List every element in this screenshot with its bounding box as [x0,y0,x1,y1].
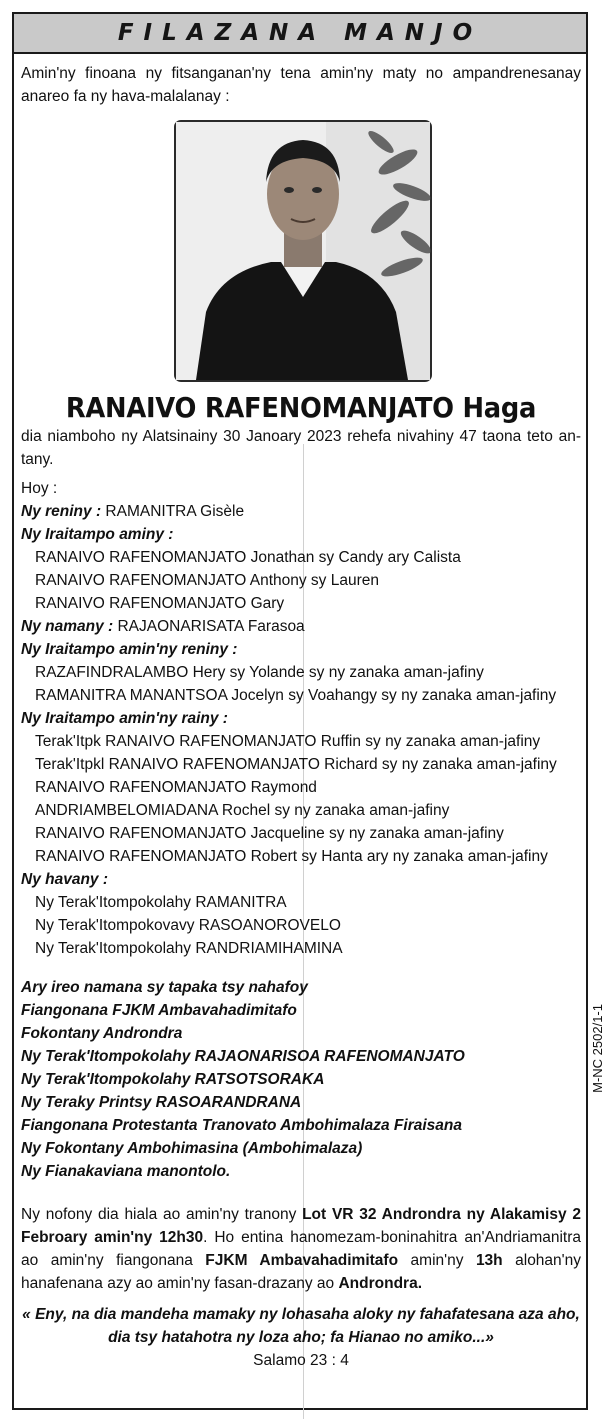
sibling-item: RANAIVO RAFENOMANJATO Anthony sy Lauren [35,572,379,589]
family-list [21,477,581,960]
father-sibling-item: Terak'Itpk RANAIVO RAFENOMANJATO Ruffin sy ny zanaka aman-jafiny [35,733,541,750]
spouse-name: RAJAONARISATA Farasoa [113,618,305,635]
mother-row [21,500,581,523]
portrait-photo [174,120,432,382]
mother-sibling-item: RAZAFINDRALAMBO Hery sy Yolande sy ny zanaka aman-jafiny [35,664,484,681]
father-siblings-label: Ny Iraitampo amin'ny rainy : [21,710,228,727]
relatives-label: Ny havany : [21,871,109,888]
father-sibling-item: RANAIVO RAFENOMANJATO Raymond [35,779,317,796]
thanks-item: Ary ireo namana sy tapaka tsy nahafoy [21,979,308,996]
funeral-church: FJKM Ambavahadimitafo [205,1252,399,1269]
notice-banner [14,14,586,54]
notice-frame [12,12,605,1410]
relative-item: Ny Terak'Itompokolahy RANDRIAMIHAMINA [35,940,343,957]
mother-sibling-item: RAMANITRA MANANTSOA Jocelyn sy Voahangy sy ny zanaka aman-jafiny [35,687,557,704]
thanks-item: Fiangonana Protestanta Tranovato Ambohimalaza Firaisana [21,1117,462,1134]
side-code: M-NC 2502/1-1 [590,1004,605,1093]
hoy-label: Hoy : [21,480,58,497]
funeral-text: amin'ny [398,1252,476,1269]
thanks-item: Ny Fokontany Ambohimasina (Ambohimalaza) [21,1140,363,1157]
thanks-item: Fokontany Androndra [21,1025,183,1042]
portrait-image [176,122,430,380]
mother-name: RAMANITRA Gisèle [101,503,245,520]
funeral-time: 13h [475,1252,503,1269]
banner-title: FILAZANA MANJO [117,20,483,46]
father-sibling-item: RANAIVO RAFENOMANJATO Robert sy Hanta ary ny zanaka aman-jafiny [35,848,548,865]
funeral-details [21,1203,581,1295]
siblings-label: Ny Iraitampo aminy : [21,526,174,543]
burial-place: Androndra. [338,1275,423,1292]
funeral-address: Lot VR 32 Androndra ny Alakamisy 2 Febroary amin'ny 12h30 [21,1206,581,1246]
mother-siblings-label: Ny Iraitampo amin'ny reniny : [21,641,238,658]
notice-content [21,62,581,1372]
thanks-item: Ny Fianakaviana manontolo. [21,1163,231,1180]
thanks-item: Ny Terak'Itompokolahy RATSOTSORAKA [21,1071,325,1088]
thanks-item: Ny Teraky Printsy RASOARANDRANA [21,1094,302,1111]
funeral-text: Ny nofony dia hiala ao amin'ny tranony [21,1206,303,1223]
deceased-name: RANAIVO RAFENOMANJATO Haga [65,391,537,424]
thanks-list [21,976,581,1183]
bible-quote: « Eny, na dia mandeha mamaky ny lohasaha aloky ny fahafatesana aza aho, dia tsy hatahotra ny loza aho; fa Hianao no amiko...» [22,1306,580,1346]
father-sibling-item: RANAIVO RAFENOMANJATO Jacqueline sy ny zanaka aman-jafiny [35,825,504,842]
spouse-label: Ny namany : [21,618,114,635]
sibling-item: RANAIVO RAFENOMANJATO Jonathan sy Candy ary Calista [35,549,461,566]
funeral-text: alohan'ny hanafenana azy ao amin'ny fasan-drazany ao [21,1252,582,1292]
thanks-item: Ny Terak'Itompokolahy RAJAONARISOA RAFENOMANJATO [21,1048,465,1065]
intro-text: Amin'ny finoana ny fitsanganan'ny tena amin'ny maty no ampandrenesanay anareo fa ny hava-malalanay : [21,65,581,105]
sibling-item: RANAIVO RAFENOMANJATO Gary [35,595,285,612]
relative-item: Ny Terak'Itompokovavy RASOANOROVELO [35,917,341,934]
father-sibling-item: Terak'Itpkl RANAIVO RAFENOMANJATO Richard sy ny zanaka aman-jafiny [35,756,557,773]
father-sibling-item: ANDRIAMBELOMIADANA Rochel sy ny zanaka aman-jafiny [35,802,450,819]
spouse-row [21,615,581,638]
relative-item: Ny Terak'Itompokolahy RAMANITRA [35,894,287,911]
funeral-text: . Ho entina hanomezam-boninahitra an'Andriamanitra ao amin'ny fiangonana [21,1229,582,1269]
death-notice: dia niamboho ny Alatsinainy 30 Janoary 2023 rehefa nivahiny 47 taona teto an-tany. [21,428,581,468]
quote-reference: Salamo 23 : 4 [253,1352,349,1369]
mother-label: Ny reniny : [21,503,102,520]
thanks-item: Fiangonana FJKM Ambavahadimitafo [21,1002,297,1019]
